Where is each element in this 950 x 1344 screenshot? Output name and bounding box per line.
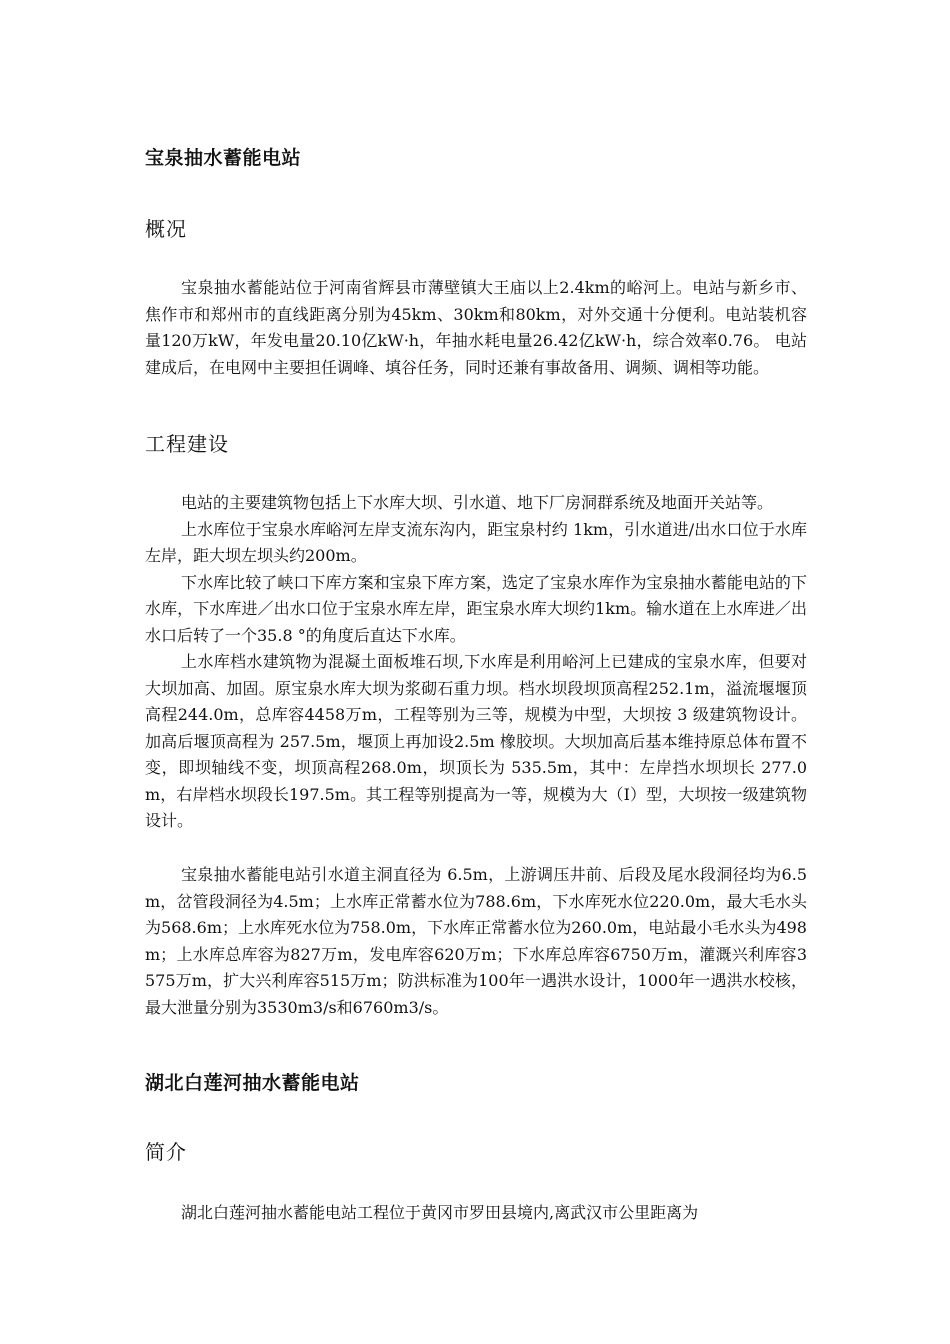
section-title-baoquan: 宝泉抽水蓄能电站 xyxy=(145,147,302,169)
heading-introduction: 简介 xyxy=(145,1140,187,1164)
heading-overview: 概况 xyxy=(145,217,187,241)
paragraph-main-structures: 电站的主要建筑物包括上下水库大坝、引水道、地下厂房洞群系统及地面开关站等。 xyxy=(181,493,774,512)
paragraph-upper-reservoir: 上水库位于宝泉水库峪河左岸支流东沟内，距宝泉村约 1km，引水道进/出水口位于水库左岸，距大坝左坝头约200m。 xyxy=(145,519,807,565)
overview-body xyxy=(145,275,807,381)
heading-construction: 工程建设 xyxy=(145,432,229,456)
paragraph-overview: 宝泉抽水蓄能站位于河南省辉县市薄壁镇大王庙以上2.4km的峪河上。电站与新乡市、焦作市和郑州市的直线距离分别为45km、30km和80km，对外交通十分便利。电站装机容量120万kW，年发电量20.10亿kW·h，年抽水耗电量26.42亿kW·h，综合效率0.76。 电站建成后，在电网中主要担任调峰、填谷任务，同时还兼有事故备用、调频、调相等功能。 xyxy=(145,278,807,377)
paragraph-hydraulics: 宝泉抽水蓄能电站引水道主洞直径为 6.5m，上游调压井前、后段及尾水段洞径均为6.5m，岔管段洞径为4.5m；上水库正常蓄水位为788.6m，下水库死水位220.0m，最大毛水头为568.6m；上水库死水位为758.0m，下水库正常蓄水位为260.0m，电站最小毛水头为498m；上水库总库容为827万m，发电库容620万m；下水库总库容6750万m，灌溉兴利库容3575万m，扩大兴利库容515万m；防洪标准为100年一遇洪水设计，1000年一遇洪水校核，最大泄量分别为3530m3/s和6760m3/s。 xyxy=(145,865,807,1017)
construction-body xyxy=(145,490,807,835)
paragraph-lower-reservoir: 下水库比较了峡口下库方案和宝泉下库方案，选定了宝泉水库作为宝泉抽水蓄能电站的下水库，下水库进／出水口位于宝泉水库左岸，距宝泉水库大坝约1km。输水道在上水库进／出水口后转了一个35.8 °的角度后直达下水库。 xyxy=(145,572,807,645)
hydraulics-body xyxy=(145,862,807,1021)
paragraph-introduction: 湖北白莲河抽水蓄能电站工程位于黄冈市罗田县境内,离武汉市公里距离为 xyxy=(181,1203,699,1222)
introduction-body xyxy=(145,1200,807,1227)
paragraph-dam: 上水库档水建筑物为混凝土面板堆石坝,下水库是利用峪河上已建成的宝泉水库，但要对大坝加高、加固。原宝泉水库大坝为浆砌石重力坝。档水坝段坝顶高程252.1m，溢流堰堰顶高程244.0m，总库容4458万m，工程等别为三等，规模为中型，大坝按 3 级建筑物设计。加高后堰顶高程为 257.5m，堰顶上再加设2.5m 橡胶坝。大坝加高后基本维持原总体布置不变，即坝轴线不变，坝顶高程268.0m，坝顶长为 535.5m，其中：左岸挡水坝坝长 277.0m，右岸档水坝段长197.5m。其工程等别提高为一等，规模为大（I）型，大坝按一级建筑物设计。 xyxy=(145,652,807,830)
section-title-bailianhe: 湖北白莲河抽水蓄能电站 xyxy=(145,1072,360,1094)
